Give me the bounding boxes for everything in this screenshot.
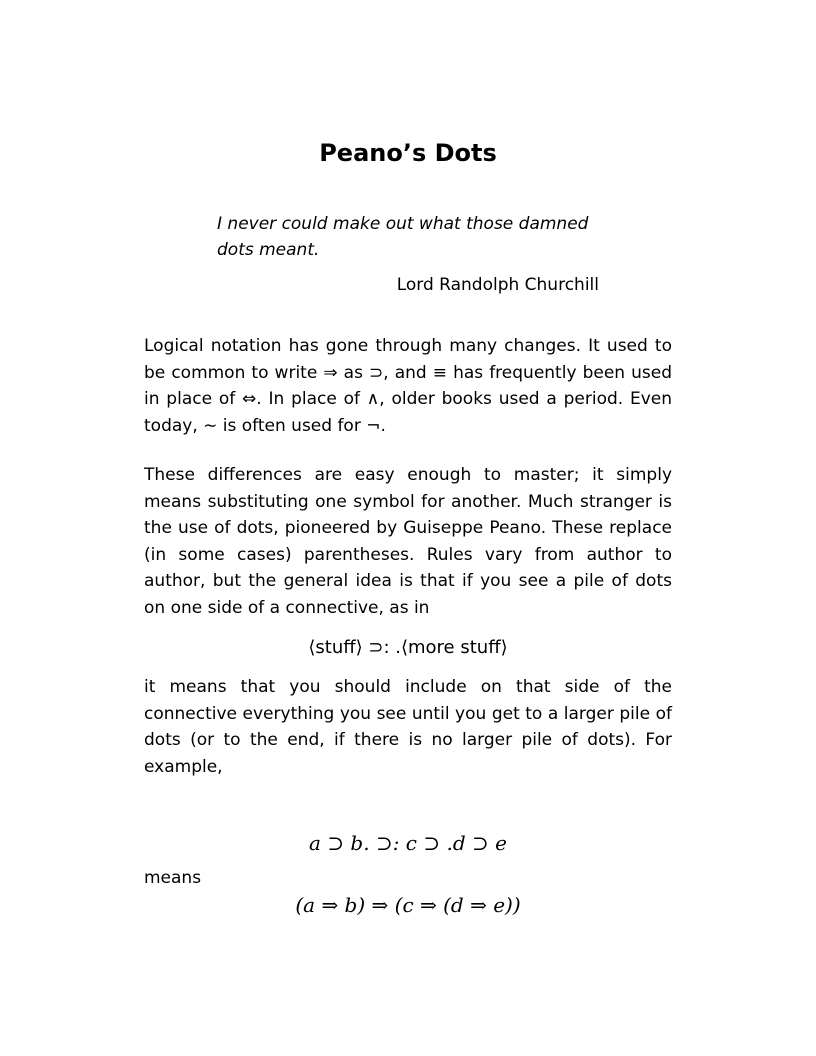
means-label: means <box>144 868 202 888</box>
paragraph-dot-rule: it means that you should include on that side of the connective everything you see until you get to a larger pile of dots (or to the end, if there is no larger pile of dots). For example, <box>144 677 672 777</box>
paragraph-notation-changes: Logical notation has gone through many changes. It used to be common to write ⇒ as ⊃, and ≡ has frequently been used in place of ⇔. In place of ∧, older books used a period. Even today, ∼ is often used for ¬. <box>144 336 672 436</box>
display-result-formula: (a ⇒ b) ⇒ (c ⇒ (d ⇒ e)) <box>295 893 521 917</box>
epigraph-attribution: Lord Randolph Churchill <box>396 275 599 295</box>
display-example-formula: a ⊃ b. ⊃: c ⊃ .d ⊃ e <box>309 831 507 855</box>
display-stuff-formula: ⟨stuff⟩ ⊃: .⟨more stuff⟩ <box>308 637 508 658</box>
epigraph-quote: I never could make out what those damned dots meant. <box>217 214 589 260</box>
page-title: Peano’s Dots <box>319 139 497 167</box>
paragraph-peano-dots: These differences are easy enough to master; it simply means substituting one symbol for another. Much stranger is the use of dots, pioneered by Guiseppe Peano. These replace (in some cases) parentheses. Rules vary from author to author, but the general idea is that if you see a pile of dots on one side of a connective, as in <box>144 465 672 618</box>
